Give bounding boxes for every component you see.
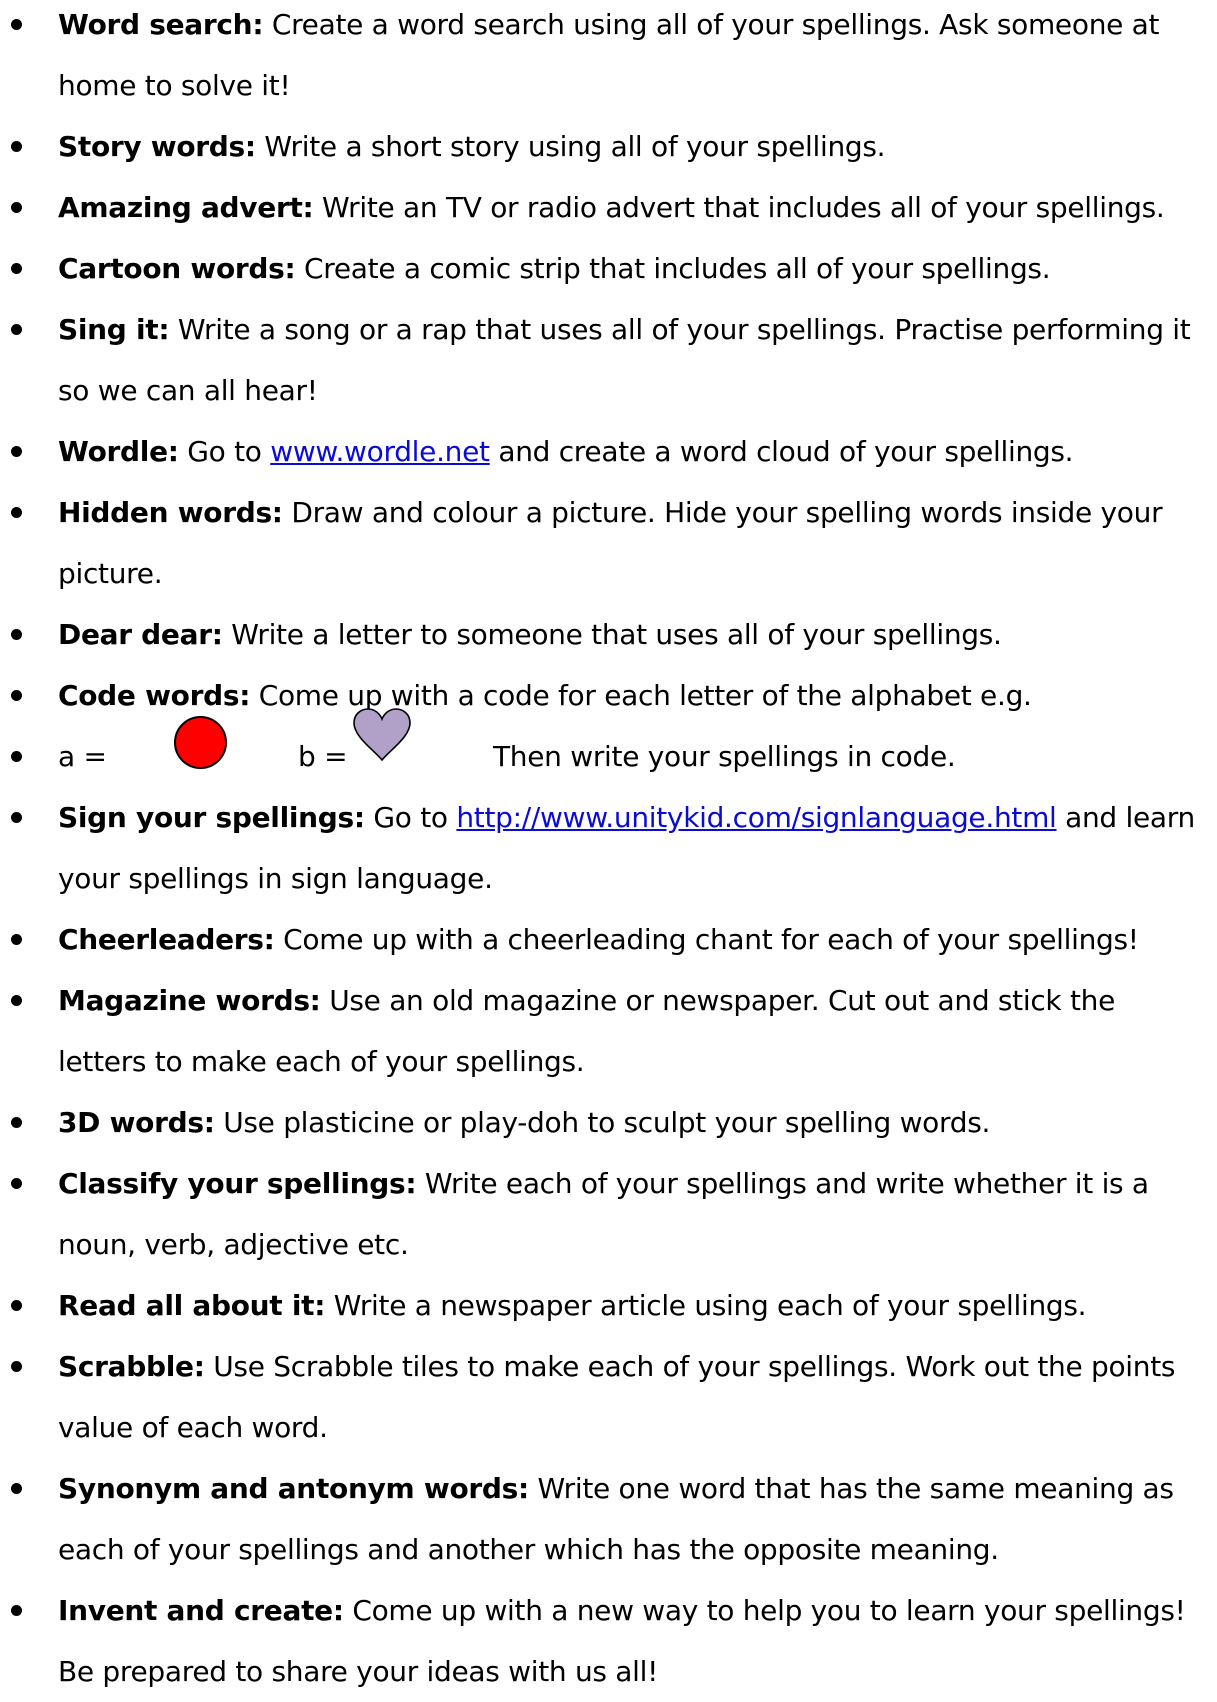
list-item-code-words — [0, 665, 1217, 726]
list-item-dear-dear — [0, 604, 1217, 665]
item-title: Scrabble: — [58, 1350, 205, 1383]
item-title: Read all about it: — [58, 1289, 326, 1322]
list-item-sign-your-spellings — [0, 787, 1217, 909]
item-title: Wordle: — [58, 435, 179, 468]
item-title: Story words: — [58, 130, 256, 163]
list-item-read-all-about-it — [0, 1275, 1217, 1336]
list-item-story-words — [0, 116, 1217, 177]
item-text: Come up with a cheerleading chant for each of your spellings! — [274, 923, 1139, 956]
item-text: Create a word search using all of your spellings. Ask someone at home to solve it! — [58, 8, 1160, 102]
item-text: and learn your spellings in sign language. — [58, 801, 1195, 895]
item-text: Use Scrabble tiles to make each of your spellings. Work out the points value of each word. — [58, 1350, 1176, 1444]
wordle-link[interactable]: www.wordle.net — [270, 435, 490, 468]
list-item-magazine-words — [0, 970, 1217, 1092]
item-text: Create a comic strip that includes all of your spellings. — [295, 252, 1051, 285]
item-title: Synonym and antonym words: — [58, 1472, 529, 1505]
item-title: Cartoon words: — [58, 252, 296, 285]
item-title: Dear dear: — [58, 618, 223, 651]
list-item-cartoon-words — [0, 238, 1217, 299]
item-text: Draw and colour a picture. Hide your spelling words inside your picture. — [58, 496, 1163, 590]
list-item-word-search — [0, 0, 1217, 116]
item-title: Invent and create: — [58, 1594, 344, 1627]
item-title: Amazing advert: — [58, 191, 314, 224]
list-item-scrabble — [0, 1336, 1217, 1458]
code-instruction: Then write your spellings in code. — [493, 740, 956, 773]
red-circle-icon — [174, 716, 227, 769]
sign-language-link[interactable]: http://www.unitykid.com/signlanguage.html — [456, 801, 1057, 834]
item-title: Cheerleaders: — [58, 923, 275, 956]
item-text: and create a word cloud of your spellings. — [489, 435, 1074, 468]
item-text: Use plasticine or play-doh to sculpt your spelling words. — [214, 1106, 991, 1139]
list-item-hidden-words — [0, 482, 1217, 604]
item-title: Sing it: — [58, 313, 170, 346]
item-title: Sign your spellings: — [58, 801, 365, 834]
item-text: Come up with a code for each letter of the alphabet e.g. — [250, 679, 1032, 712]
item-title: Magazine words: — [58, 984, 321, 1017]
list-item-wordle — [0, 421, 1217, 482]
list-item-code-example — [0, 726, 1217, 787]
item-text: Write one word that has the same meaning as each of your spellings and another which has the opposite meaning. — [58, 1472, 1174, 1566]
list-item-synonym-antonym-words — [0, 1458, 1217, 1580]
list-item-3d-words — [0, 1092, 1217, 1153]
item-text: Write a letter to someone that uses all of your spellings. — [222, 618, 1002, 651]
item-text: Write each of your spellings and write whether it is a noun, verb, adjective etc. — [58, 1167, 1149, 1261]
purple-heart-icon — [351, 707, 413, 763]
list-item-invent-and-create — [0, 1580, 1217, 1702]
item-text: Go to — [364, 801, 457, 834]
item-title: Classify your spellings: — [58, 1167, 417, 1200]
item-title: 3D words: — [58, 1106, 215, 1139]
list-item-cheerleaders — [0, 909, 1217, 970]
item-text: Write an TV or radio advert that includes all of your spellings. — [313, 191, 1165, 224]
item-text: Write a song or a rap that uses all of your spellings. Practise performing it so we can all hear! — [58, 313, 1191, 407]
item-title: Word search: — [58, 8, 264, 41]
item-text: Come up with a new way to help you to learn your spellings! Be prepared to share your ideas with us all! — [58, 1594, 1186, 1688]
item-title: Code words: — [58, 679, 251, 712]
code-b-label: b = — [298, 740, 348, 773]
item-text: Write a short story using all of your spellings. — [255, 130, 886, 163]
code-a-label: a = — [58, 740, 107, 773]
item-text: Use an old magazine or newspaper. Cut out and stick the letters to make each of your spellings. — [58, 984, 1116, 1078]
list-item-amazing-advert — [0, 177, 1217, 238]
list-item-sing-it — [0, 299, 1217, 421]
item-text: Go to — [178, 435, 271, 468]
item-title: Hidden words: — [58, 496, 283, 529]
list-item-classify-your-spellings — [0, 1153, 1217, 1275]
item-text: Write a newspaper article using each of your spellings. — [325, 1289, 1087, 1322]
